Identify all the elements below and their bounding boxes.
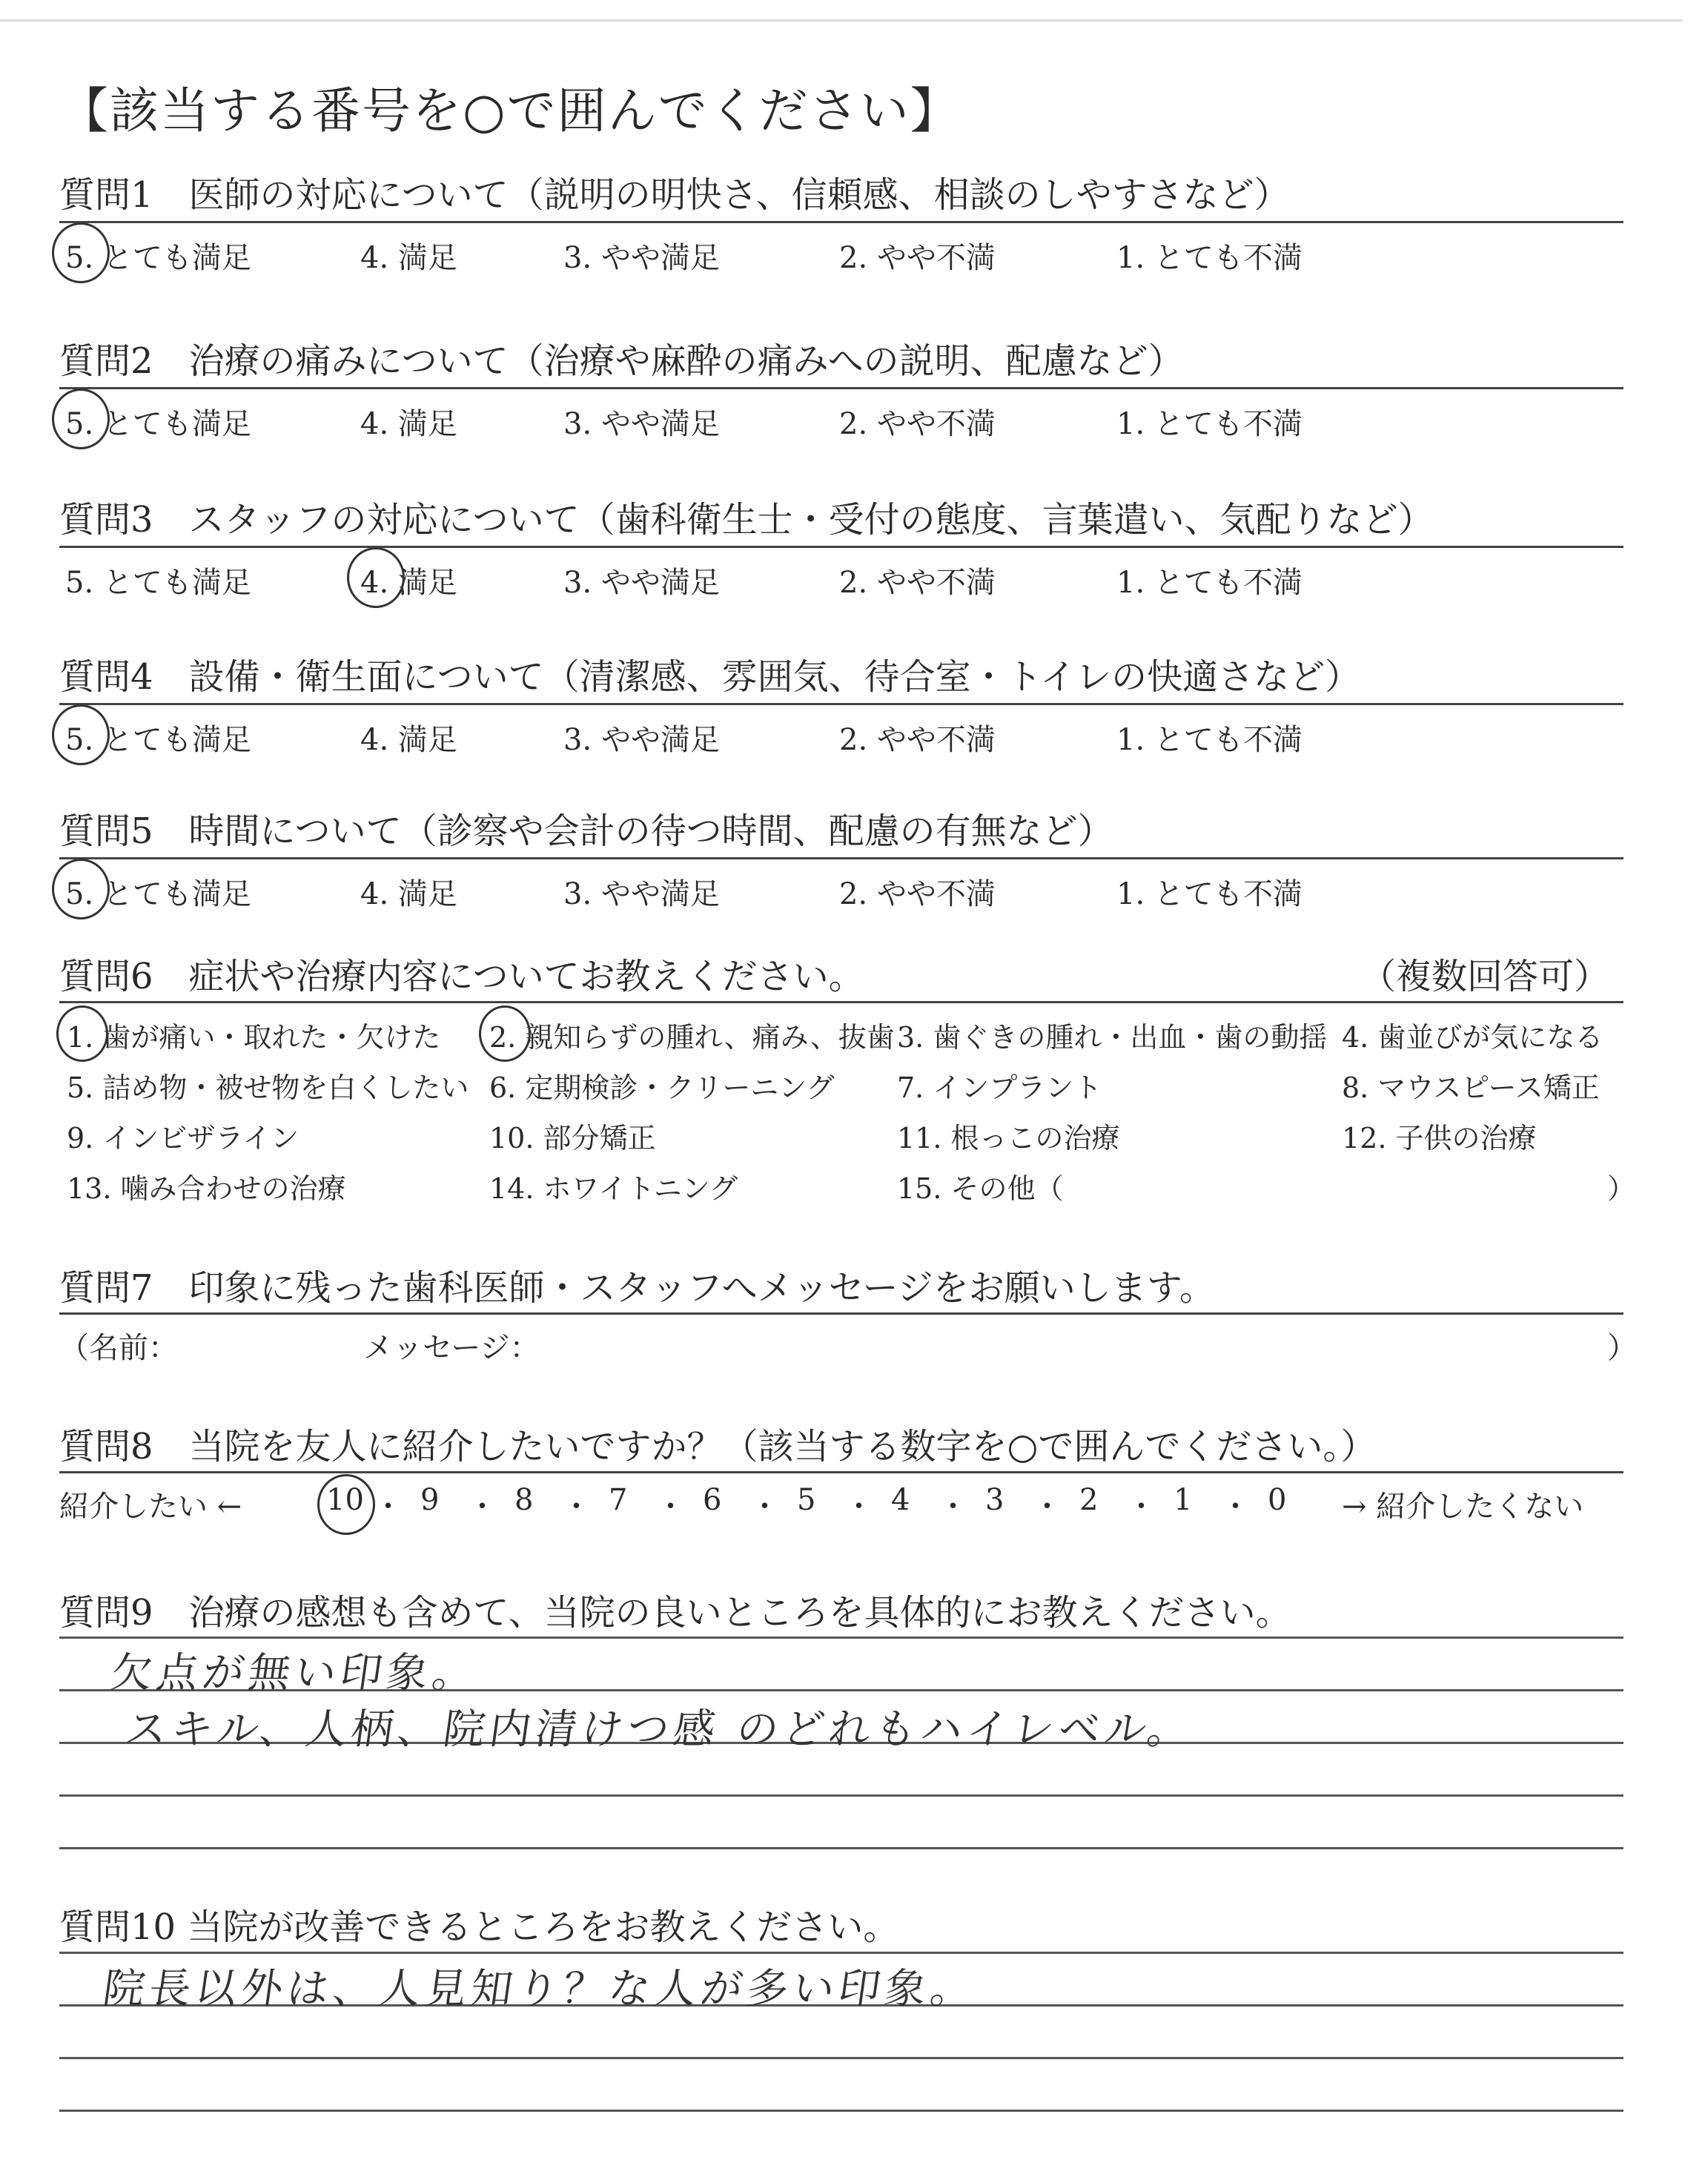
symptom-option[interactable]: 14. ホワイトニング bbox=[489, 1172, 738, 1205]
symptom-option[interactable]: 5. 詰め物・被せ物を白くしたい bbox=[67, 1071, 469, 1104]
other-close: ） bbox=[1607, 1172, 1636, 1205]
rating-option[interactable]: 3. やや満足 bbox=[563, 877, 720, 911]
rating-option[interactable]: 5. とても満足 bbox=[65, 877, 251, 911]
question-8-rule bbox=[59, 1471, 1623, 1473]
rating-option[interactable]: 5. とても満足 bbox=[65, 566, 251, 600]
scale-separator: ・ bbox=[844, 1490, 874, 1524]
rating-option[interactable]: 5. とても満足 bbox=[65, 241, 251, 275]
q10-answer-line bbox=[59, 2057, 1623, 2059]
question-6-title: 質問6 症状や治療内容についてお教えください。 bbox=[59, 956, 864, 997]
recommend-score[interactable]: 1 bbox=[1174, 1483, 1193, 1517]
rating-option[interactable]: 2. やや不満 bbox=[839, 566, 996, 600]
question-1-title: 質問1 医師の対応について（説明の明快さ、信頼感、相談のしやすさなど） bbox=[59, 174, 1290, 216]
symptom-option[interactable]: 9. インビザライン bbox=[67, 1122, 299, 1155]
symptom-option[interactable]: 4. 歯並びが気になる bbox=[1342, 1021, 1603, 1054]
scale-separator: ・ bbox=[561, 1490, 592, 1524]
symptom-option[interactable]: 8. マウスピース矯正 bbox=[1342, 1071, 1600, 1104]
symptom-option[interactable]: 12. 子供の治療 bbox=[1342, 1122, 1537, 1155]
scale-separator: ・ bbox=[373, 1490, 403, 1524]
question-5-rule bbox=[59, 857, 1623, 859]
rating-option[interactable]: 1. とても不満 bbox=[1116, 877, 1302, 911]
q9-answer-line bbox=[59, 1636, 1623, 1639]
q10-handwritten-answer: 院長以外は、人見知り？な人が多い印象。 bbox=[99, 1965, 980, 2013]
question-9-title: 質問9 治療の感想も含めて、当院の良いところを具体的にお教えください。 bbox=[59, 1592, 1291, 1634]
question-4-rule bbox=[59, 703, 1623, 705]
q9-handwritten-answer-2: スキル、人柄、院内清けつ感 のどれもハイレベル。 bbox=[122, 1705, 1197, 1754]
rating-option[interactable]: 2. やや不満 bbox=[839, 407, 996, 441]
symptom-option[interactable]: 15. その他（ bbox=[897, 1172, 1064, 1205]
rating-option[interactable]: 2. やや不満 bbox=[839, 241, 996, 275]
recommend-score[interactable]: 8 bbox=[514, 1483, 534, 1517]
rating-option[interactable]: 3. やや満足 bbox=[563, 241, 720, 275]
multiple-answers-note: （複数回答可） bbox=[1360, 956, 1610, 997]
rating-option[interactable]: 5. とても満足 bbox=[65, 723, 251, 757]
q10-answer-line bbox=[59, 1952, 1623, 1954]
recommend-score[interactable]: 7 bbox=[609, 1483, 628, 1517]
message-close: ） bbox=[1607, 1331, 1637, 1365]
recommend-score[interactable]: 0 bbox=[1268, 1483, 1287, 1517]
message-label: メッセージ： bbox=[363, 1331, 540, 1365]
question-5-title: 質問5 時間について（診察や会計の待つ時間、配慮の有無など） bbox=[59, 810, 1113, 852]
scale-separator: ・ bbox=[938, 1490, 968, 1524]
rating-option[interactable]: 1. とても不満 bbox=[1116, 407, 1302, 441]
symptom-option[interactable]: 10. 部分矯正 bbox=[489, 1122, 656, 1155]
question-2-rule bbox=[59, 387, 1623, 389]
rating-option[interactable]: 1. とても不満 bbox=[1116, 723, 1302, 757]
symptom-option[interactable]: 13. 噛み合わせの治療 bbox=[67, 1172, 346, 1205]
recommend-score[interactable]: 4 bbox=[891, 1483, 910, 1517]
question-3-title: 質問3 スタッフの対応について（歯科衛生士・受付の態度、言葉遣い、気配りなど） bbox=[59, 499, 1434, 541]
rating-option[interactable]: 2. やや不満 bbox=[839, 877, 996, 911]
recommend-right-label: → 紹介したくない bbox=[1342, 1490, 1584, 1524]
scale-separator: ・ bbox=[467, 1490, 497, 1524]
question-3-rule bbox=[59, 546, 1623, 548]
symptom-option[interactable]: 3. 歯ぐきの腫れ・出血・歯の動揺 bbox=[897, 1021, 1328, 1054]
recommend-score[interactable]: 10 bbox=[326, 1483, 364, 1517]
symptom-option[interactable]: 6. 定期検診・クリーニング bbox=[489, 1071, 835, 1104]
scale-separator: ・ bbox=[749, 1490, 780, 1524]
rating-option[interactable]: 4. 満足 bbox=[360, 877, 457, 911]
recommend-left-label: 紹介したい ← bbox=[59, 1490, 242, 1524]
recommend-score[interactable]: 5 bbox=[797, 1483, 816, 1517]
rating-option[interactable]: 3. やや満足 bbox=[563, 407, 720, 441]
rating-option[interactable]: 4. 満足 bbox=[360, 566, 457, 600]
q9-handwritten-answer-1: 欠点が無い印象。 bbox=[107, 1649, 482, 1697]
recommend-score[interactable]: 6 bbox=[703, 1483, 722, 1517]
q10-answer-line bbox=[59, 2110, 1623, 2112]
instruction-header: 【該当する番号を○で囲んでください】 bbox=[59, 82, 961, 139]
question-4-title: 質問4 設備・衛生面について（清潔感、雰囲気、待合室・トイレの快適さなど） bbox=[59, 656, 1361, 698]
rating-option[interactable]: 2. やや不満 bbox=[839, 723, 996, 757]
question-6-rule bbox=[59, 1001, 1623, 1003]
scan-top-edge bbox=[0, 19, 1683, 22]
recommend-score[interactable]: 2 bbox=[1079, 1483, 1099, 1517]
recommend-score[interactable]: 3 bbox=[985, 1483, 1004, 1517]
question-2-title: 質問2 治療の痛みについて（治療や麻酔の痛みへの説明、配慮など） bbox=[59, 340, 1184, 382]
rating-option[interactable]: 3. やや満足 bbox=[563, 723, 720, 757]
question-10-title: 質問10 当院が改善できるところをお教えください。 bbox=[59, 1906, 899, 1948]
question-7-title: 質問7 印象に残った歯科医師・スタッフへメッセージをお願いします。 bbox=[59, 1267, 1215, 1309]
symptom-option[interactable]: 11. 根っこの治療 bbox=[897, 1122, 1120, 1155]
scale-separator: ・ bbox=[1220, 1490, 1251, 1524]
scale-separator: ・ bbox=[655, 1490, 686, 1524]
rating-option[interactable]: 4. 満足 bbox=[360, 723, 457, 757]
q9-answer-line bbox=[59, 1847, 1623, 1849]
scale-separator: ・ bbox=[1126, 1490, 1156, 1524]
symptom-option[interactable]: 1. 歯が痛い・取れた・欠けた bbox=[67, 1021, 441, 1054]
rating-option[interactable]: 3. やや満足 bbox=[563, 566, 720, 600]
symptom-option[interactable]: 7. インプラント bbox=[897, 1071, 1102, 1104]
rating-option[interactable]: 5. とても満足 bbox=[65, 407, 251, 441]
recommend-score[interactable]: 9 bbox=[420, 1483, 440, 1517]
question-8-title: 質問8 当院を友人に紹介したいですか？（該当する数字を○で囲んでください。） bbox=[59, 1426, 1377, 1467]
rating-option[interactable]: 1. とても不満 bbox=[1116, 566, 1302, 600]
scale-separator: ・ bbox=[1032, 1490, 1062, 1524]
rating-option[interactable]: 4. 満足 bbox=[360, 241, 457, 275]
symptom-option[interactable]: 2. 親知らずの腫れ、痛み、抜歯 bbox=[489, 1021, 895, 1054]
q9-answer-line bbox=[59, 1794, 1623, 1797]
rating-option[interactable]: 1. とても不満 bbox=[1116, 241, 1302, 275]
question-1-rule bbox=[59, 221, 1623, 223]
question-7-rule bbox=[59, 1312, 1623, 1315]
name-label: （名前： bbox=[59, 1331, 178, 1365]
rating-option[interactable]: 4. 満足 bbox=[360, 407, 457, 441]
